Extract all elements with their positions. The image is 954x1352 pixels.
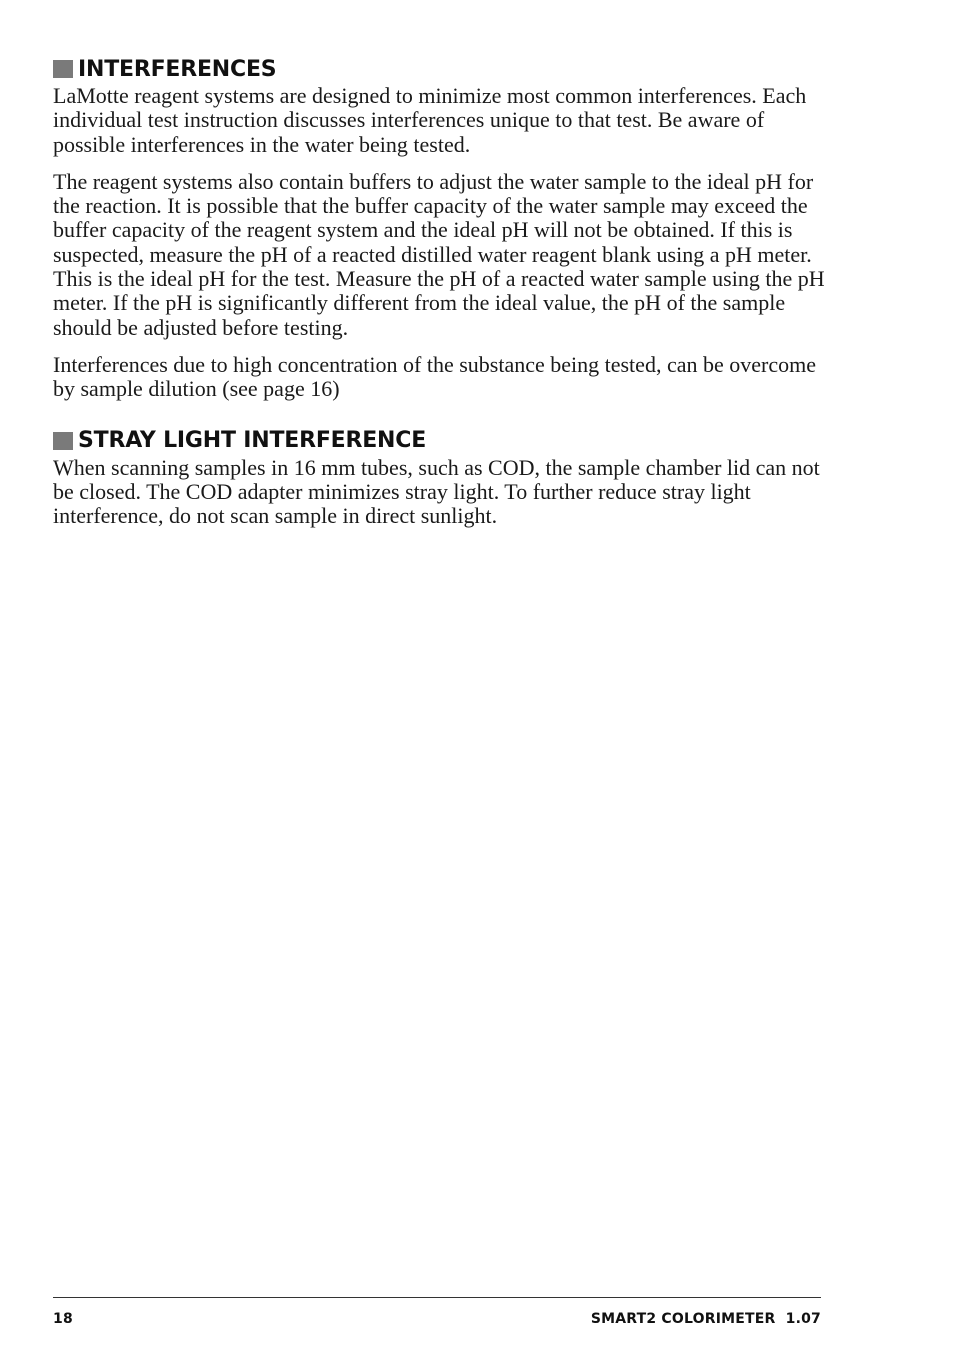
page-footer [53,1311,821,1327]
footer-divider [53,1297,821,1298]
paragraph: Interferences due to high concentration of the substance being tested, can be overcome by sample dilution (see page 16) [53,351,816,402]
paragraph: The reagent systems also contain buffers to adjust the water sample to the ideal pH for the reaction. It is possible that the buffer capacity of the water sample may exceed the buffer capacity of the reagent system and the ideal pH will not be obtained. If this is suspected, measure the pH of a reacted distilled water reagent blank using a pH meter. This is the ideal pH for the test. Measure the pH of a reacted water sample using the pH meter. If the pH is significantly different from the ideal value, the pH of the sample should be adjusted before testing. [53,168,825,340]
paragraph: When scanning samples in 16 mm tubes, such as COD, the sample chamber lid can not be closed. The COD adapter minimizes stray light. To further reduce stray light interference, do not scan sample in direct sunlight. [53,454,820,529]
page-number: 18 [53,1311,73,1327]
section-interferences [53,54,828,402]
section-heading-text: STRAY LIGHT INTERFERENCE [78,428,427,454]
section-heading [53,426,828,456]
section-heading [53,54,828,84]
document-title: SMART2 COLORIMETER 1.07 [590,1311,821,1327]
section-stray-light-interference [53,426,828,529]
square-bullet-icon [53,60,73,78]
square-bullet-icon [53,432,73,450]
page-content [53,54,828,541]
section-heading-text: INTERFERENCES [78,56,277,82]
paragraph: LaMotte reagent systems are designed to minimize most common interferences. Each individual test instruction discusses interferences unique to that test. Be aware of possible interferences in the water being tested. [53,83,807,157]
